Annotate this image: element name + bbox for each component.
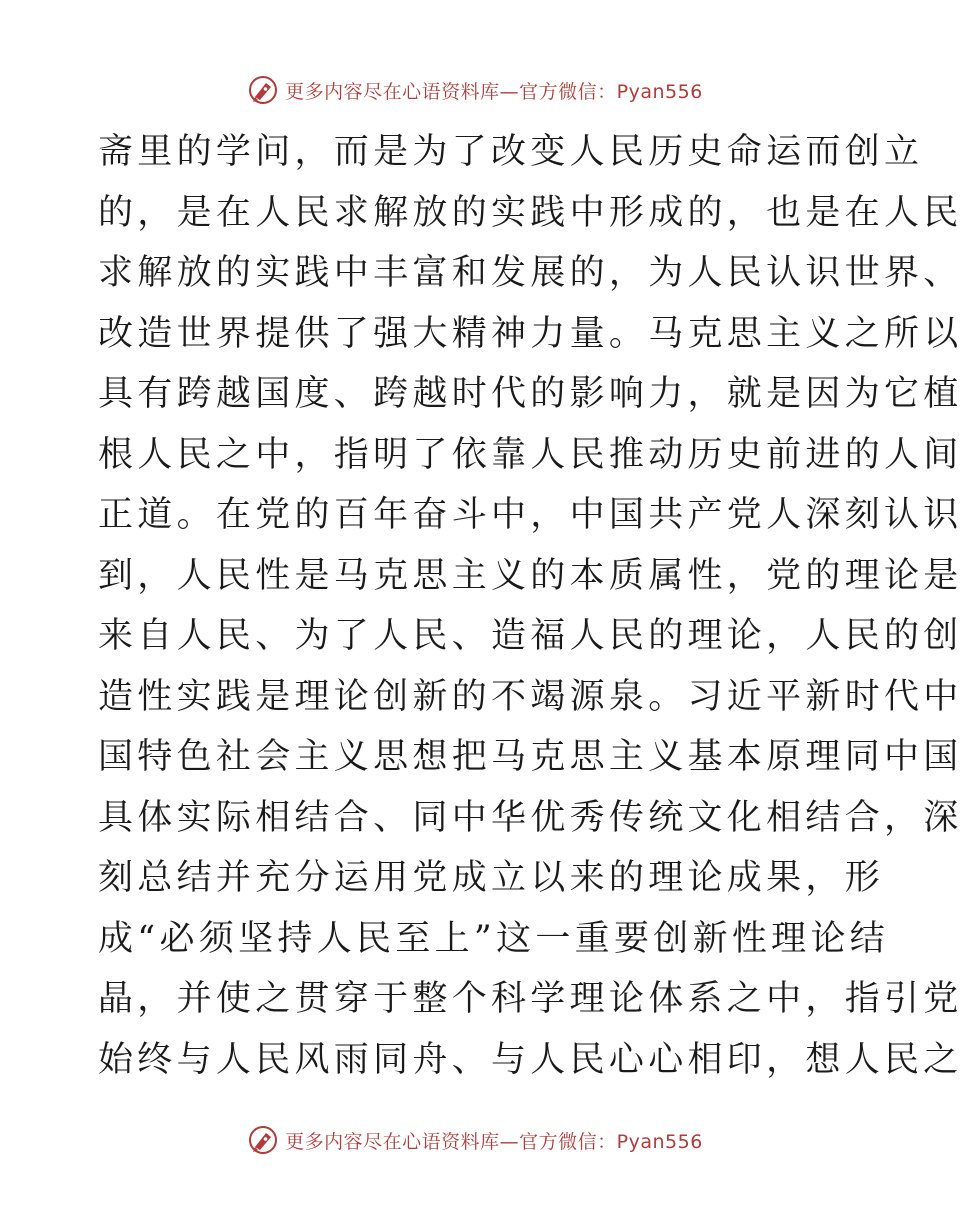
body-line: 成“必须坚持人民至上”这一重要创新性理论结 (98, 918, 890, 959)
pen-nib-logo-icon (247, 74, 279, 106)
body-line: 来自人民、为了人民、造福人民的理论，人民的创 (98, 616, 963, 656)
body-line: 根人民之中，指明了依靠人民推动历史前进的人间 (98, 434, 963, 475)
body-line: 求解放的实践中丰富和发展的，为人民认识世界、 (98, 253, 963, 293)
header-banner (0, 70, 950, 110)
body-line: 斋里的学问，而是为了改变人民历史命运而创立 (98, 132, 924, 172)
body-line: 造性实践是理论创新的不竭源泉。习近平新时代中 (98, 676, 963, 717)
body-line: 晶，并使之贯穿于整个科学理论体系之中，指引党 (98, 979, 963, 1019)
body-line: 刻总结并充分运用党成立以来的理论成果，形 (98, 858, 885, 898)
body-line: 的，是在人民求解放的实践中形成的，也是在人民 (98, 192, 963, 233)
header-banner-text: 更多内容尽在心语资料库—官方微信：Pyan556 (285, 80, 703, 103)
body-line: 具体实际相结合、同中华优秀传统文化相结合，深 (98, 797, 963, 838)
footer-banner (0, 1120, 950, 1160)
footer-banner-text: 更多内容尽在心语资料库—官方微信：Pyan556 (285, 1130, 703, 1153)
body-line: 到，人民性是马克思主义的本质属性，党的理论是 (98, 555, 963, 596)
pen-nib-logo-icon (247, 1124, 279, 1156)
body-line: 具有跨越国度、跨越时代的影响力，就是因为它植 (98, 374, 963, 414)
document-body (98, 122, 963, 1090)
body-line: 正道。在党的百年奋斗中，中国共产党人深刻认识 (98, 495, 963, 535)
body-line: 始终与人民风雨同舟、与人民心心相印，想人民之 (98, 1039, 963, 1080)
body-line: 国特色社会主义思想把马克思主义基本原理同中国 (98, 737, 963, 777)
body-line: 改造世界提供了强大精神力量。马克思主义之所以 (98, 313, 963, 354)
